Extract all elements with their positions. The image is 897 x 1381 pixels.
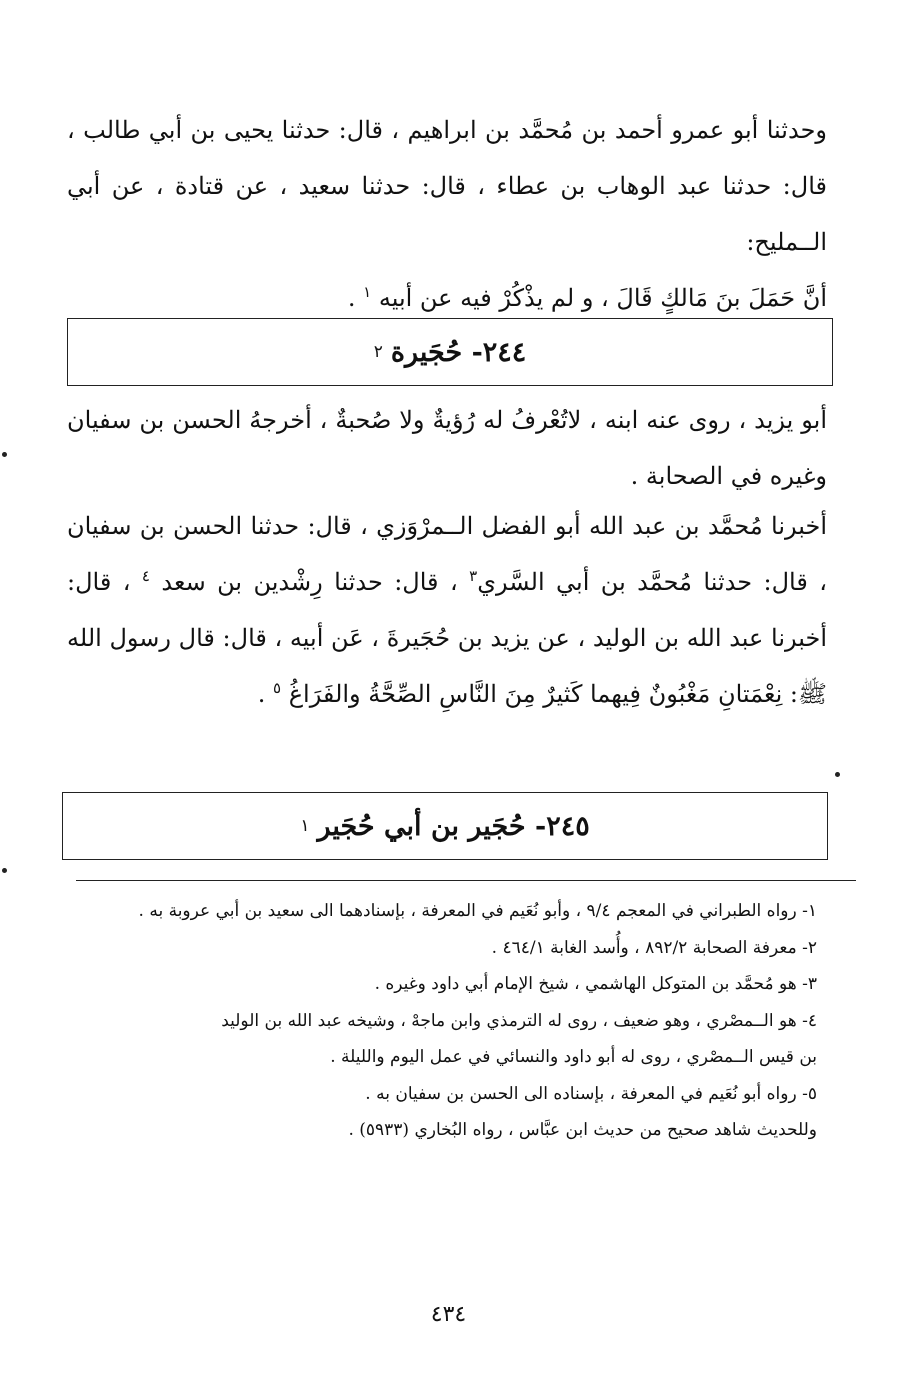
footnote-ref-3: ٣ [469,567,478,585]
isnad-paragraph-1-text: وحدثنا أبو عمرو أحمد بن مُحمَّد بن ابراهيم ، قال: حدثنا يحيى بن أبي طالب ، قال: حدثنا عبد الوهاب بن عطاء ، قال: حدثنا سعيد ، عن قتادة ، عن أبي الــمليح: [67,116,827,256]
footnote-2: ٢- معرفة الصحابة ٨٩٢/٢ ، وأُسد الغابة ٤٦٤/١ . [491,937,817,958]
footnotes [72,893,817,1149]
footnote-ref-1: ١ [363,283,372,301]
biography-paragraph-text: أبو يزيد ، روى عنه ابنه ، لاتُعْرفُ له رُؤيةٌ ولا صُحبةٌ ، أخرجهُ الحسن بن سفيان وغيره في الصحابة . [67,406,827,490]
hadith-paragraph-1-end: . [347,284,356,312]
entry-heading-244: ٢٤٤- حُجَيرة ٢ [67,318,833,386]
footnote-4-continued: بن قيس الــمصْري ، روى له أبو داود والنسائي في عمل اليوم والليلة . [330,1047,817,1067]
entry-heading-245-text: ٢٤٥- حُجَير بن أبي حُجَير [317,810,590,842]
scan-speck [2,452,7,457]
scan-speck [835,772,840,777]
footnote-5: ٥- رواه أبو نُعَيم في المعرفة ، بإسناده الى الحسن بن سفيان به . [365,1083,817,1104]
isnad-paragraph-2-part-2: ، قال: حدثنا رِشْدين بن سعد [161,568,458,596]
footnote-4: ٤- هو الــمصْري ، وهو ضعيف ، روى له الترمذي وابن ماجهْ ، وشيخه عبد الله بن الوليد [221,1010,817,1031]
scan-speck [2,868,7,873]
footnote-3: ٣- هو مُحمَّد بن المتوكل الهاشمي ، شيخ الإمام أبي داود وغيره . [374,974,817,994]
entry-heading-245: ٢٤٥- حُجَير بن أبي حُجَير ١ [62,792,828,860]
isnad-paragraph-2-end: . [257,680,266,708]
page-number: ٤٣٤ [430,1302,467,1327]
isnad-paragraph-2-part-3: ، قال: أخبرنا عبد الله بن الوليد ، عن يزيد بن حُجَيرةَ ، عَن أبيه ، قال: قال رسول الله ﷺ: نِعْمَتانِ مَغْبُونٌ فِيهما كَثيرٌ مِنَ النَّاسِ الصِّحَّةُ والفَرَاغُ [67,568,827,708]
isnad-paragraph-1 [67,102,827,270]
isnad-paragraph-2 [67,498,827,722]
footnote-5-continued: وللحديث شاهد صحيح من حديث ابن عبَّاس ، رواه البُخاري (٥٩٣٣) . [348,1120,817,1140]
hadith-paragraph-1-text: أنَّ حَمَلَ بنَ مَالكٍ قَالَ ، و لم يذْكُرْ فيه عن أبيه [378,284,827,312]
footnote-ref-5: ٥ [273,679,282,697]
isnad-paragraph-2-part-1: أخبرنا مُحمَّد بن عبد الله أبو الفضل الــمرْوَزي ، قال: حدثنا الحسن بن سفيان ، قال: حدثنا مُحمَّد بن أبي السَّري [67,512,827,596]
footnote-1: ١- رواه الطبراني في المعجم ٩/٤ ، وأبو نُعَيم في المعرفة ، بإسنادهما الى سعيد بن أبي عروبة به . [138,901,817,921]
biography-paragraph [67,392,827,504]
entry-heading-244-text: ٢٤٤- حُجَيرة [390,336,527,368]
footnote-ref-4: ٤ [141,567,150,585]
footnote-separator [76,880,856,881]
